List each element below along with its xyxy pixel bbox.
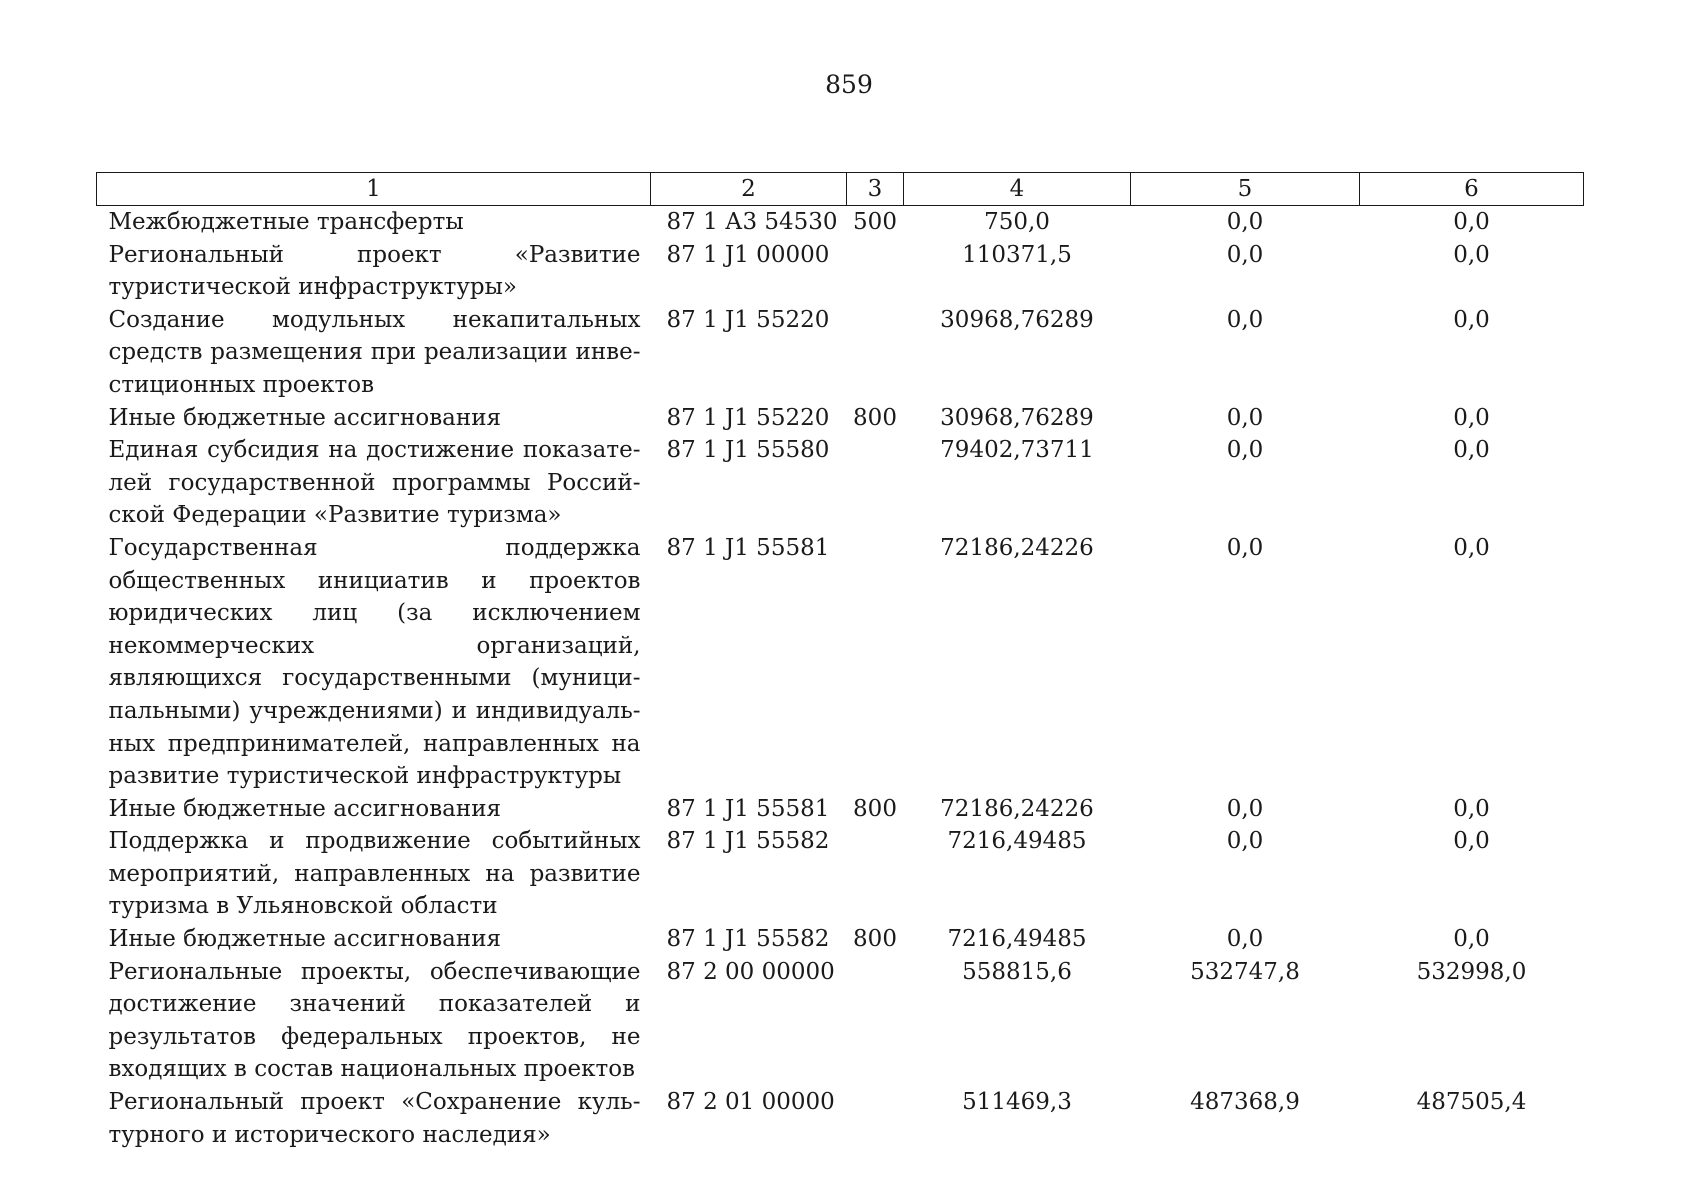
table-row	[97, 402, 1584, 435]
header-cell-year2: 5	[1131, 173, 1360, 206]
row-code-cell: 87 1 J1 55220	[666, 404, 830, 431]
row-year1-cell: 72186,24226	[940, 795, 1094, 822]
row-year1-cell: 511469,3	[962, 1089, 1072, 1116]
header-cell-year1: 4	[904, 173, 1131, 206]
row-year1-cell: 750,0	[984, 209, 1050, 235]
row-expense-type-cell: 500	[853, 209, 897, 235]
row-year2-cell: 0,0	[1226, 828, 1264, 855]
budget-table	[96, 172, 1584, 1151]
row-code-cell: 87 1 J1 55582	[666, 926, 830, 953]
row-year3-cell: 0,0	[1453, 795, 1490, 822]
row-year1-cell: 7216,49485	[947, 828, 1087, 855]
row-code-cell: 87 2 01 00000	[666, 1089, 835, 1116]
row-code-cell: 87 1 А3 54530	[666, 209, 838, 235]
page-number: 859	[825, 70, 873, 99]
table-row	[97, 239, 1584, 304]
row-year1-cell: 558815,6	[962, 958, 1072, 985]
row-year3-cell: 0,0	[1453, 209, 1490, 235]
row-code-cell: 87 1 J1 55581	[666, 534, 830, 561]
row-year3-cell: 0,0	[1453, 828, 1490, 855]
row-year3-cell: 0,0	[1453, 241, 1490, 268]
table-row	[97, 304, 1584, 402]
row-name-cell: Межбюджетные трансферты	[108, 209, 464, 235]
row-year2-cell: 0,0	[1226, 306, 1264, 333]
row-code-cell: 87 1 J1 55581	[666, 795, 830, 822]
row-expense-type-cell: 800	[853, 926, 897, 953]
row-year2-cell: 0,0	[1226, 209, 1264, 235]
table-row	[97, 434, 1584, 532]
header-row	[97, 173, 1584, 206]
row-year1-cell: 72186,24226	[940, 534, 1094, 561]
row-year3-cell: 0,0	[1453, 534, 1490, 561]
row-year2-cell: 0,0	[1226, 404, 1264, 431]
row-year3-cell: 0,0	[1453, 437, 1490, 464]
row-expense-type-cell: 800	[853, 795, 897, 822]
row-name-cell: Региональный проект «Сохранение культурного и исторического наследия»	[108, 1089, 641, 1148]
header-cell-name: 1	[97, 173, 651, 206]
table-body	[97, 206, 1584, 1152]
table-row	[97, 793, 1584, 826]
table-row	[97, 206, 1584, 239]
row-year2-cell: 487368,9	[1190, 1089, 1300, 1116]
row-year1-cell: 30968,76289	[940, 404, 1094, 431]
row-year1-cell: 79402,73711	[940, 437, 1094, 464]
row-expense-type-cell	[847, 304, 904, 402]
row-name-cell: Региональный проект «Развитие туристической инфраструктуры»	[108, 241, 641, 301]
table-row	[97, 923, 1584, 956]
row-year3-cell: 0,0	[1453, 306, 1490, 333]
row-year1-cell: 30968,76289	[940, 306, 1094, 333]
row-year2-cell: 0,0	[1226, 534, 1264, 561]
table-row	[97, 1086, 1584, 1151]
table-header	[97, 173, 1584, 206]
row-code-cell: 87 1 J1 55580	[666, 437, 830, 464]
row-code-cell: 87 1 J1 00000	[666, 241, 830, 268]
row-name-cell: Поддержка и продвижение событийных мероприятий, направленных на развитие туризма в Ульяновской области	[108, 828, 641, 920]
row-expense-type-cell	[847, 1086, 904, 1151]
row-code-cell: 87 1 J1 55582	[666, 828, 830, 855]
header-cell-year3: 6	[1360, 173, 1584, 206]
row-code-cell: 87 2 00 00000	[666, 958, 835, 985]
row-name-cell: Иные бюджетные ассигнования	[108, 795, 502, 822]
row-year1-cell: 7216,49485	[947, 926, 1087, 953]
row-code-cell: 87 1 J1 55220	[666, 306, 830, 333]
row-name-cell: Создание модульных некапитальных средств размещения при реализации инвестиционных проектов	[108, 306, 641, 398]
row-year3-cell: 487505,4	[1416, 1089, 1527, 1116]
row-year3-cell: 0,0	[1453, 926, 1490, 953]
row-year3-cell: 0,0	[1453, 404, 1490, 431]
header-cell-expense-type: 3	[847, 173, 904, 206]
table-row	[97, 825, 1584, 923]
row-year3-cell: 532998,0	[1416, 958, 1527, 985]
row-year2-cell: 532747,8	[1190, 958, 1300, 985]
row-name-cell: Иные бюджетные ассигнования	[108, 926, 502, 953]
table-row	[97, 532, 1584, 793]
row-year2-cell: 0,0	[1226, 241, 1264, 268]
row-expense-type-cell	[847, 956, 904, 1086]
row-expense-type-cell	[847, 825, 904, 923]
table-row	[97, 956, 1584, 1086]
row-year2-cell: 0,0	[1226, 795, 1264, 822]
row-name-cell: Государственная поддержка общественных инициатив и проектов юридических лиц (за исключением некоммерческих организаций, являющихся государственными (муниципальными) учреждениями) и индивидуальных предпринимателей, направленных на развитие туристической инфраструктуры	[108, 534, 641, 790]
row-expense-type-cell	[847, 239, 904, 304]
row-expense-type-cell	[847, 434, 904, 532]
header-cell-code: 2	[651, 173, 847, 206]
row-name-cell: Региональные проекты, обеспечивающие достижение значений показателей и результатов федеральных проектов, не входящих в состав национальных проектов	[108, 958, 641, 1083]
row-expense-type-cell: 800	[853, 404, 897, 431]
row-expense-type-cell	[847, 532, 904, 793]
row-year2-cell: 0,0	[1226, 437, 1264, 464]
row-name-cell: Иные бюджетные ассигнования	[108, 404, 502, 431]
row-year2-cell: 0,0	[1226, 926, 1264, 953]
row-year1-cell: 110371,5	[962, 241, 1072, 268]
row-name-cell: Единая субсидия на достижение показателей государственной программы Российской Федерации «Развитие туризма»	[108, 437, 641, 529]
